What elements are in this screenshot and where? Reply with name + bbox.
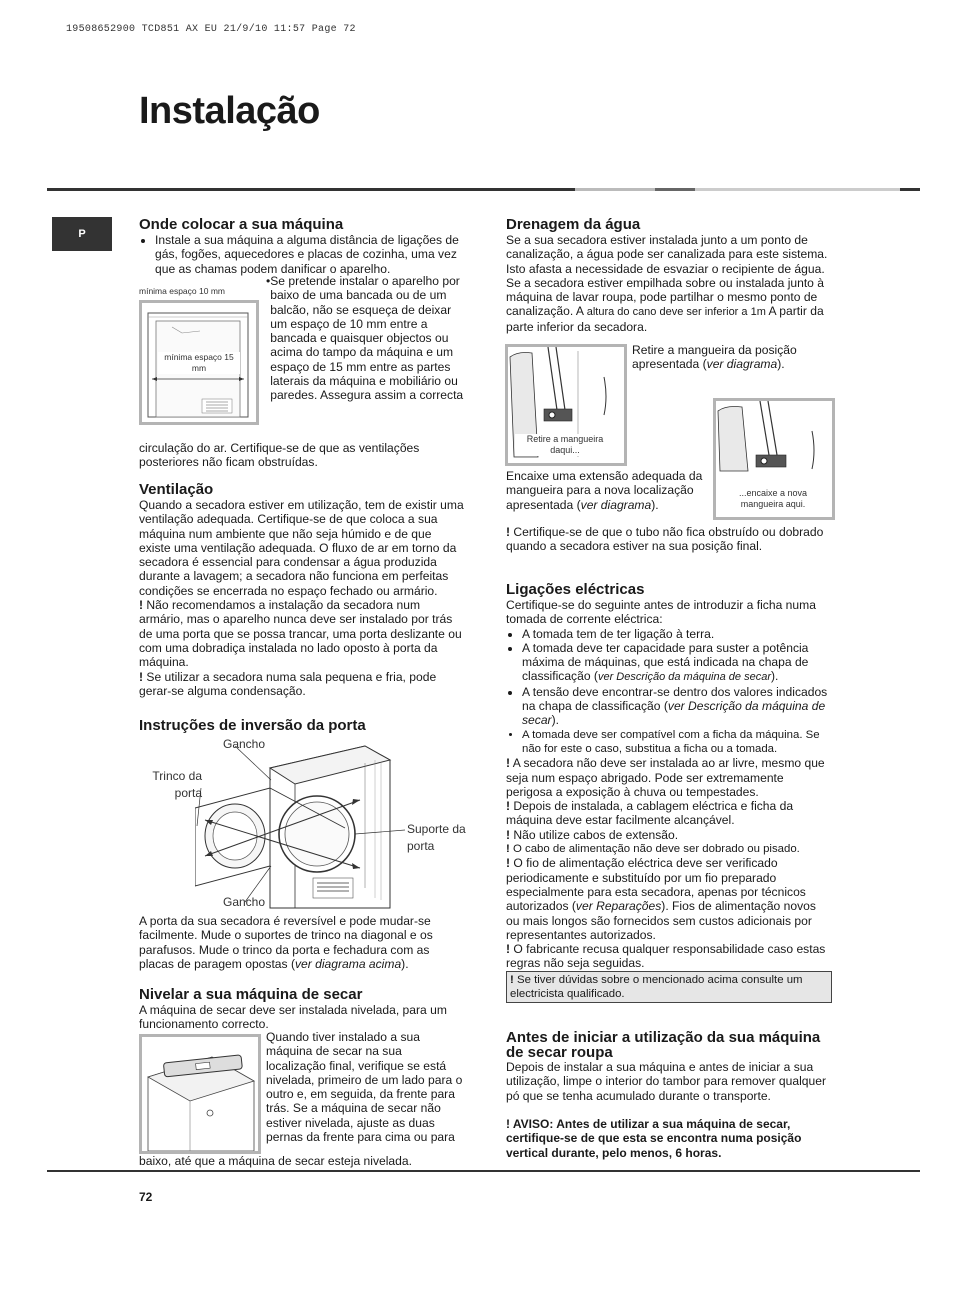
placement-bullet-2-block — [266, 274, 464, 403]
electrical-n5-italic: ver Reparações — [575, 899, 662, 914]
bullet-dot: • — [266, 274, 271, 288]
label-gancho-top: Gancho — [223, 737, 266, 751]
section-door — [139, 717, 464, 734]
before-use-p1: Depois de instalar a sua máquina e antes de iniciar a sua utilização, limpe o interior do tambor para remover qualquer pó que se tenha acumulado durante o transporte. — [506, 1060, 826, 1103]
electrical-bullet-1: • A tomada tem de ter ligação à terra. — [522, 627, 831, 641]
ventilation-heading: Ventilação — [139, 481, 214, 498]
placement-bullet-1: • Instale a sua máquina a alguma distância de ligações de gás, fogões, aquecedores e placas de cozinha, uma vez que as chamas podem danificar o aparelho. — [155, 233, 464, 276]
electrical-bullet-4: • A tomada deve ser compatível com a ficha da máquina. Se não for este o caso, substitua a ficha ou a tomada. — [522, 728, 831, 757]
electrical-b2-italic: ver Descrição da máquina de secar — [597, 671, 771, 684]
label-suporte: Suporte da porta — [407, 822, 466, 853]
ventilation-p1: Quando a secadora estiver em utilização, tem de existir uma ventilação adequada. Certifique-se de que coloca a sua máquina num ambiente que não seja húmido e de que existe uma ventilação adequada. O fluxo de ar em torno da secadora é essencial para condensar a água produzida durante a lavagem; a secadora não funciona em perfeitas condições se encerrada no espaço fechado ou armário. — [139, 498, 464, 598]
drainage-p3-block — [506, 469, 706, 512]
electrical-n7: Se tiver dúvidas sobre o mencionado acima consulte um electricista qualificado. — [510, 973, 803, 1001]
drainage-p4-wrap — [506, 525, 831, 554]
label-gancho-bottom: Gancho — [223, 895, 266, 909]
placement-continuation — [139, 441, 464, 470]
drain-fig2-caption: ...encaixe a nova mangueira aqui. — [723, 488, 823, 510]
door-p1-end: ). — [401, 956, 409, 971]
drainage-p4: Certifique-se de que o tubo não fica obstruído ou dobrado quando a secadora estiver na sua posição final. — [506, 525, 824, 554]
before-use-warning-wrap — [506, 1117, 831, 1161]
electrical-n3-wrap — [506, 828, 831, 842]
electrical-bullet-3 — [522, 685, 831, 728]
page-number: 72 — [139, 1190, 153, 1204]
drainage-p1-end: A partir da parte inferior da secadora. — [506, 304, 824, 334]
door-p1: A porta da sua secadora é reversível e pode mudar-se facilmente. Mude o suportes de trinco na diagonal e os parafusos. Mude o trinco da porta e fechadura com as placas de paragem opostas ( — [139, 914, 433, 971]
before-use-warning: AVISO: Antes de utilizar a sua máquina de secar, certifique-se de que esta se encontra numa posição vertical durante, pelo menos, 6 horas. — [506, 1116, 802, 1160]
ventilation-p3: Se utilizar a secadora numa sala pequena e fria, pode gerar-se alguma condensação. — [139, 669, 437, 698]
top-rule-light2 — [695, 188, 900, 191]
electrical-n5-end: ). Fios de alimentação novos ou mais longos são fornecidos sem custos adicionais por representantes autorizados. — [506, 899, 816, 942]
ventilation-p2-wrap — [139, 598, 464, 669]
electrical-n6-wrap — [506, 942, 831, 971]
door-text — [139, 914, 464, 971]
drainage-p3-end: ). — [651, 497, 659, 512]
page-title: Instalação — [139, 90, 320, 132]
fig-label-min-space-top: mínima espaço 10 mm — [139, 286, 225, 296]
electrical-n6: O fabricante recusa qualquer responsabilidade caso estas regras não seja seguidas. — [506, 942, 826, 971]
exclamation-mark: ! — [506, 856, 511, 871]
electrical-n5: O fio de alimentação eléctrica deve ser verificado periodicamente e substituído por um fio preparado especialmente para esta secadora, apenas por técnicos autorizados ( — [506, 856, 806, 914]
exclamation-mark: ! — [506, 942, 511, 957]
placement-cont-text: circulação do ar. Certifique-se de que as ventilações posteriores não ficam obstruídas. — [139, 441, 420, 470]
level-p1: A máquina de secar deve ser instalada nivelada, para um funcionamento correcto. — [139, 1003, 447, 1032]
section-placement — [139, 216, 464, 276]
door-reversal-diagram — [195, 738, 405, 914]
electrical-b2-text: A tomada deve ter capacidade para suster a potência máxima de máquinas, que está indicada na chapa de classificação ( — [522, 640, 809, 684]
electrical-b2-end: ). — [770, 669, 779, 684]
electrical-b3-end: ). — [551, 713, 559, 728]
electrical-b3-text: A tensão deve encontrar-se dentro dos valores indicados na chapa de classificação ( — [522, 684, 828, 714]
drainage-p1-wrap — [506, 233, 831, 334]
drainage-p2: Retire a mangueira da posição apresentada ( — [632, 343, 797, 372]
ventilation-p3-wrap — [139, 670, 464, 699]
before-use-heading: Antes de iniciar a utilização da sua máquina de secar roupa — [506, 1029, 821, 1061]
drainage-p1-small: altura do cano deve ser inferior a 1m — [586, 306, 766, 319]
drainage-heading: Drenagem da água — [506, 216, 641, 233]
language-tab: P — [52, 217, 112, 251]
print-header: 19508652900 TCD851 AX EU 21/9/10 11:57 Page 72 — [66, 24, 356, 35]
level-figure — [139, 1034, 261, 1154]
drainage-p2-end: ). — [777, 357, 785, 372]
exclamation-mark: ! — [506, 843, 510, 856]
electrical-n2: Depois de instalada, a cablagem eléctrica e ficha da máquina deve estar facilmente alcançável. — [506, 799, 794, 828]
top-rule-light — [575, 188, 655, 191]
electrical-n3: Não utilize cabos de extensão. — [513, 827, 679, 842]
placement-heading: Onde colocar a sua máquina — [139, 216, 344, 233]
bottom-rule — [47, 1170, 920, 1172]
section-electrical — [506, 581, 831, 1003]
top-rule-end — [900, 188, 920, 191]
section-before-use — [506, 1030, 831, 1172]
electrical-n4: O cabo de alimentação não deve ser dobrado ou pisado. — [512, 843, 800, 856]
exclamation-mark: ! — [139, 669, 144, 684]
placement-bullet-2: Se pretende instalar o aparelho por baixo de uma bancada ou de um balcão, não se esqueça de deixar um espaço de 10 mm entre a bancada e quaisquer objectos ou acima do tampo da máquina e um espaço de 15 mm entre as partes laterais da máquina e mobiliário ou paredes. Assegura assim a correcta — [270, 274, 464, 403]
electrical-n1: A secadora não deve ser instalada ao ar livre, mesmo que seja num espaço abrigado. Pode ser extremamente perigosa a exposição à chuva ou tempestades. — [506, 756, 825, 799]
door-p1-italic: ver diagrama acima — [294, 956, 402, 971]
drainage-p3-wrap — [506, 469, 706, 512]
electrical-n2-wrap — [506, 799, 831, 828]
drainage-p2-italic: ver diagrama — [706, 357, 778, 372]
electrical-n4-wrap — [506, 842, 831, 856]
level-heading: Nivelar a sua máquina de secar — [139, 986, 363, 1003]
level-p2: Quando tiver instalado a sua máquina de secar na sua localização final, verifique se está nivelada, primeiro de um lado para o outro e, em seguida, da frente para trás. Se a máquina de secar não estiver nivelada, ajuste as duas pernas da frente para cima ou para — [266, 1030, 463, 1145]
exclamation-mark: ! — [506, 525, 511, 539]
top-rule-dark — [47, 188, 575, 191]
door-p1-wrap — [139, 914, 464, 971]
electrical-n1-wrap — [506, 756, 831, 799]
electrical-n7-box — [506, 971, 832, 1004]
drainage-p1: Se a sua secadora estiver instalada junto a um ponto de canalização, a água pode ser canalizada para este sistema. Isto afasta a necessidade de esvaziar o recipiente de água. Se a secadora estiver empilhada sobre ou instalada junto à máquina de lavar roupa, pode partilhar o mesmo ponto de canalização. A — [506, 233, 828, 319]
drainage-p3: Encaixe uma extensão adequada da mangueira para a nova localização apresentada ( — [506, 469, 703, 512]
electrical-heading: Ligações eléctricas — [506, 581, 645, 598]
drainage-p2-wrap — [632, 343, 832, 372]
level-p2-cont: baixo, até que a máquina de secar esteja nivelada. — [139, 1154, 412, 1168]
drain-fig1-caption: Retire a mangueira daqui... — [515, 434, 615, 456]
door-heading: Instruções de inversão da porta — [139, 717, 366, 734]
exclamation-mark: ! — [510, 973, 514, 986]
electrical-bullet-2 — [522, 641, 831, 685]
drainage-p3-italic: ver diagrama — [580, 497, 652, 512]
section-drainage — [506, 216, 831, 334]
electrical-intro: Certifique-se do seguinte antes de introduzir a ficha numa tomada de corrente eléctrica: — [506, 598, 816, 627]
exclamation-mark: ! — [506, 827, 511, 842]
top-rule-mid — [655, 188, 695, 191]
ventilation-p2: Não recomendamos a instalação da secadora num armário, mas o aparelho nunca deve ser instalado por trás de uma porta que se possa trancar, uma porta deslizante ou com uma dobradiça instalada no lado oposto à porta da máquina. — [139, 598, 462, 670]
label-trinco: Trinco da porta — [152, 769, 202, 800]
section-level — [139, 986, 464, 1032]
spirit-level-illustration — [142, 1037, 258, 1151]
exclamation-mark: ! — [506, 799, 511, 814]
electrical-n5-wrap — [506, 856, 831, 942]
exclamation-mark: ! — [139, 598, 144, 613]
electrical-b3-italic: ver Descrição da máquina de secar — [522, 699, 826, 728]
exclamation-mark: ! — [506, 1116, 510, 1131]
drainage-p4-block — [506, 525, 831, 554]
exclamation-mark: ! — [506, 756, 511, 771]
section-ventilation — [139, 481, 464, 698]
fig-label-min-space-side: mínima espaço 15 mm — [158, 352, 240, 374]
